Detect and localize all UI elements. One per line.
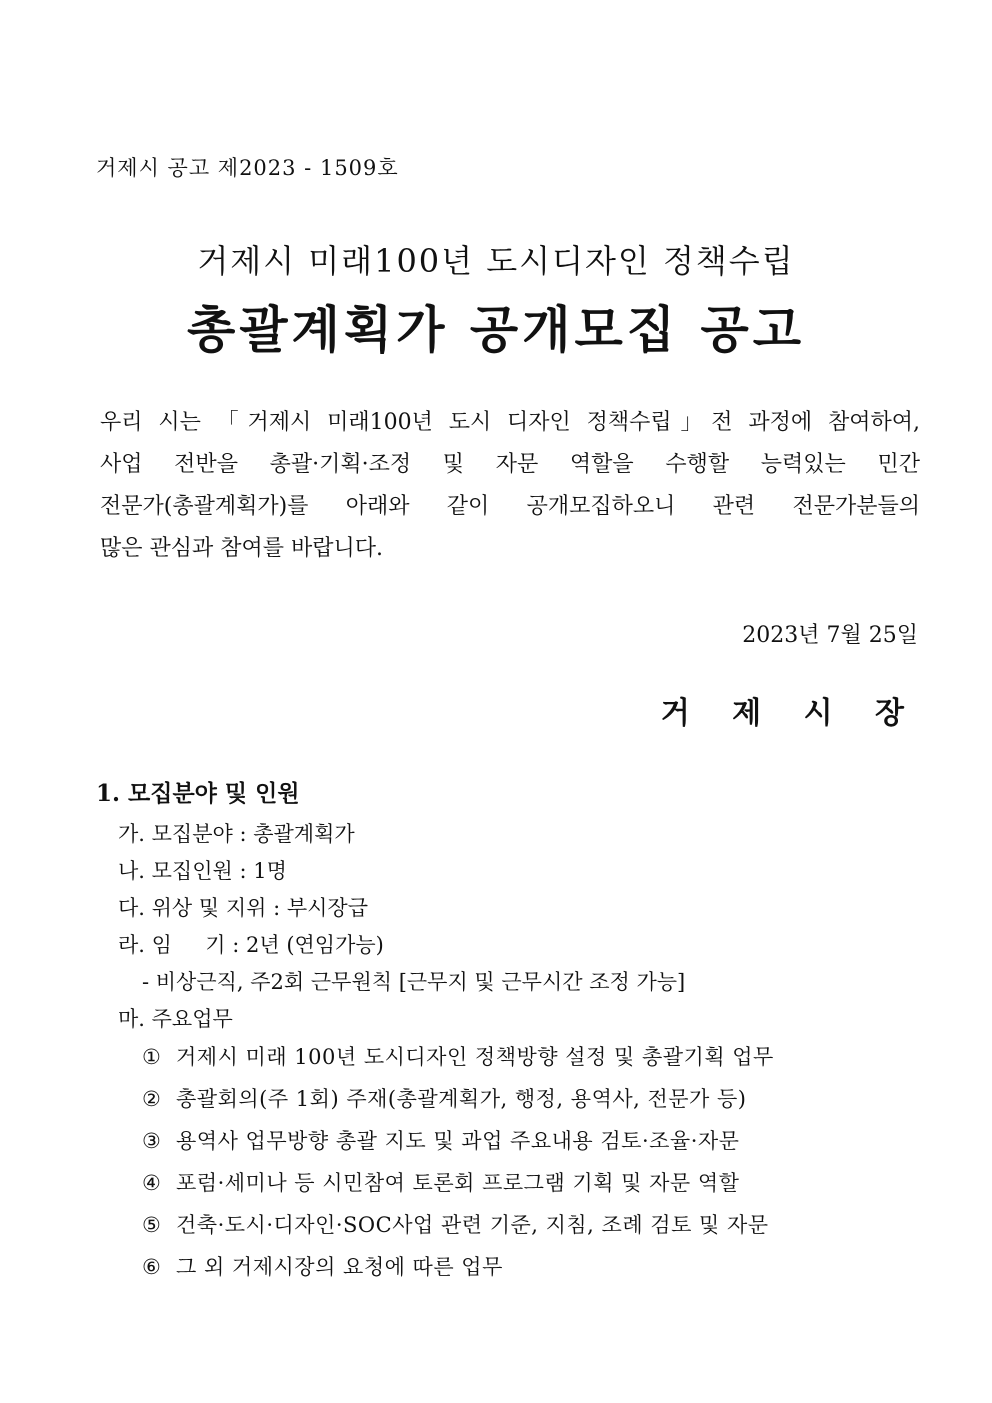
term-note: - 비상근직, 주2회 근무원칙 [근무지 및 근무시간 조정 가능] bbox=[142, 970, 686, 994]
notice-number: 거제시 공고 제2023 - 1509호 bbox=[96, 156, 399, 180]
term-item: 라. 임 기 : 2년 (연임가능) bbox=[118, 933, 384, 957]
duty-number: ② bbox=[142, 1087, 162, 1111]
intro-line: 사업 전반을 총괄·기획·조정 및 자문 역할을 수행할 능력있는 민간 bbox=[100, 452, 920, 477]
duty-item bbox=[142, 1167, 739, 1197]
section-heading: 1. 모집분야 및 인원 bbox=[96, 780, 300, 807]
intro-line: 많은 관심과 참여를 바랍니다. bbox=[100, 536, 383, 561]
duty-number: ⑥ bbox=[142, 1255, 162, 1279]
intro-paragraph bbox=[100, 402, 920, 570]
notice-date: 2023년 7월 25일 bbox=[742, 623, 918, 648]
duty-text: 건축·도시·디자인·SOC사업 관련 기준, 지침, 조례 검토 및 자문 bbox=[176, 1213, 769, 1237]
recruit-field-item: 가. 모집분야 : 총괄계획가 bbox=[118, 822, 355, 846]
duty-number: ③ bbox=[142, 1129, 162, 1153]
document-title: 총괄계획가 공개모집 공고 bbox=[186, 300, 806, 359]
duty-text: 용역사 업무방향 총괄 지도 및 과업 주요내용 검토·조율·자문 bbox=[176, 1129, 740, 1153]
duty-item bbox=[142, 1041, 774, 1071]
duty-text: 그 외 거제시장의 요청에 따른 업무 bbox=[176, 1255, 503, 1279]
duties-label: 마. 주요업무 bbox=[118, 1007, 233, 1031]
recruit-count-item: 나. 모집인원 : 1명 bbox=[118, 859, 287, 883]
duty-text: 포럼·세미나 등 시민참여 토론회 프로그램 기획 및 자문 역할 bbox=[176, 1171, 740, 1195]
duty-text: 거제시 미래 100년 도시디자인 정책방향 설정 및 총괄기획 업무 bbox=[176, 1045, 774, 1069]
duty-item bbox=[142, 1209, 769, 1239]
duty-number: ④ bbox=[142, 1171, 162, 1195]
document-subtitle: 거제시 미래100년 도시디자인 정책수립 bbox=[197, 242, 795, 280]
duty-number: ⑤ bbox=[142, 1213, 162, 1237]
duty-number: ① bbox=[142, 1045, 162, 1069]
intro-line: 우리 시는 「거제시 미래100년 도시 디자인 정책수립」전 과정에 참여하여, bbox=[100, 410, 920, 435]
duty-text: 총괄회의(주 1회) 주재(총괄계획가, 행정, 용역사, 전문가 등) bbox=[176, 1087, 747, 1111]
issuer-signature: 거 제 시 장 bbox=[660, 696, 920, 731]
intro-line: 전문가(총괄계획가)를 아래와 같이 공개모집하오니 관련 전문가분들의 bbox=[100, 494, 920, 519]
duty-item bbox=[142, 1251, 503, 1281]
duty-item bbox=[142, 1125, 739, 1155]
position-status-item: 다. 위상 및 지위 : 부시장급 bbox=[118, 896, 368, 920]
duty-item bbox=[142, 1083, 747, 1113]
